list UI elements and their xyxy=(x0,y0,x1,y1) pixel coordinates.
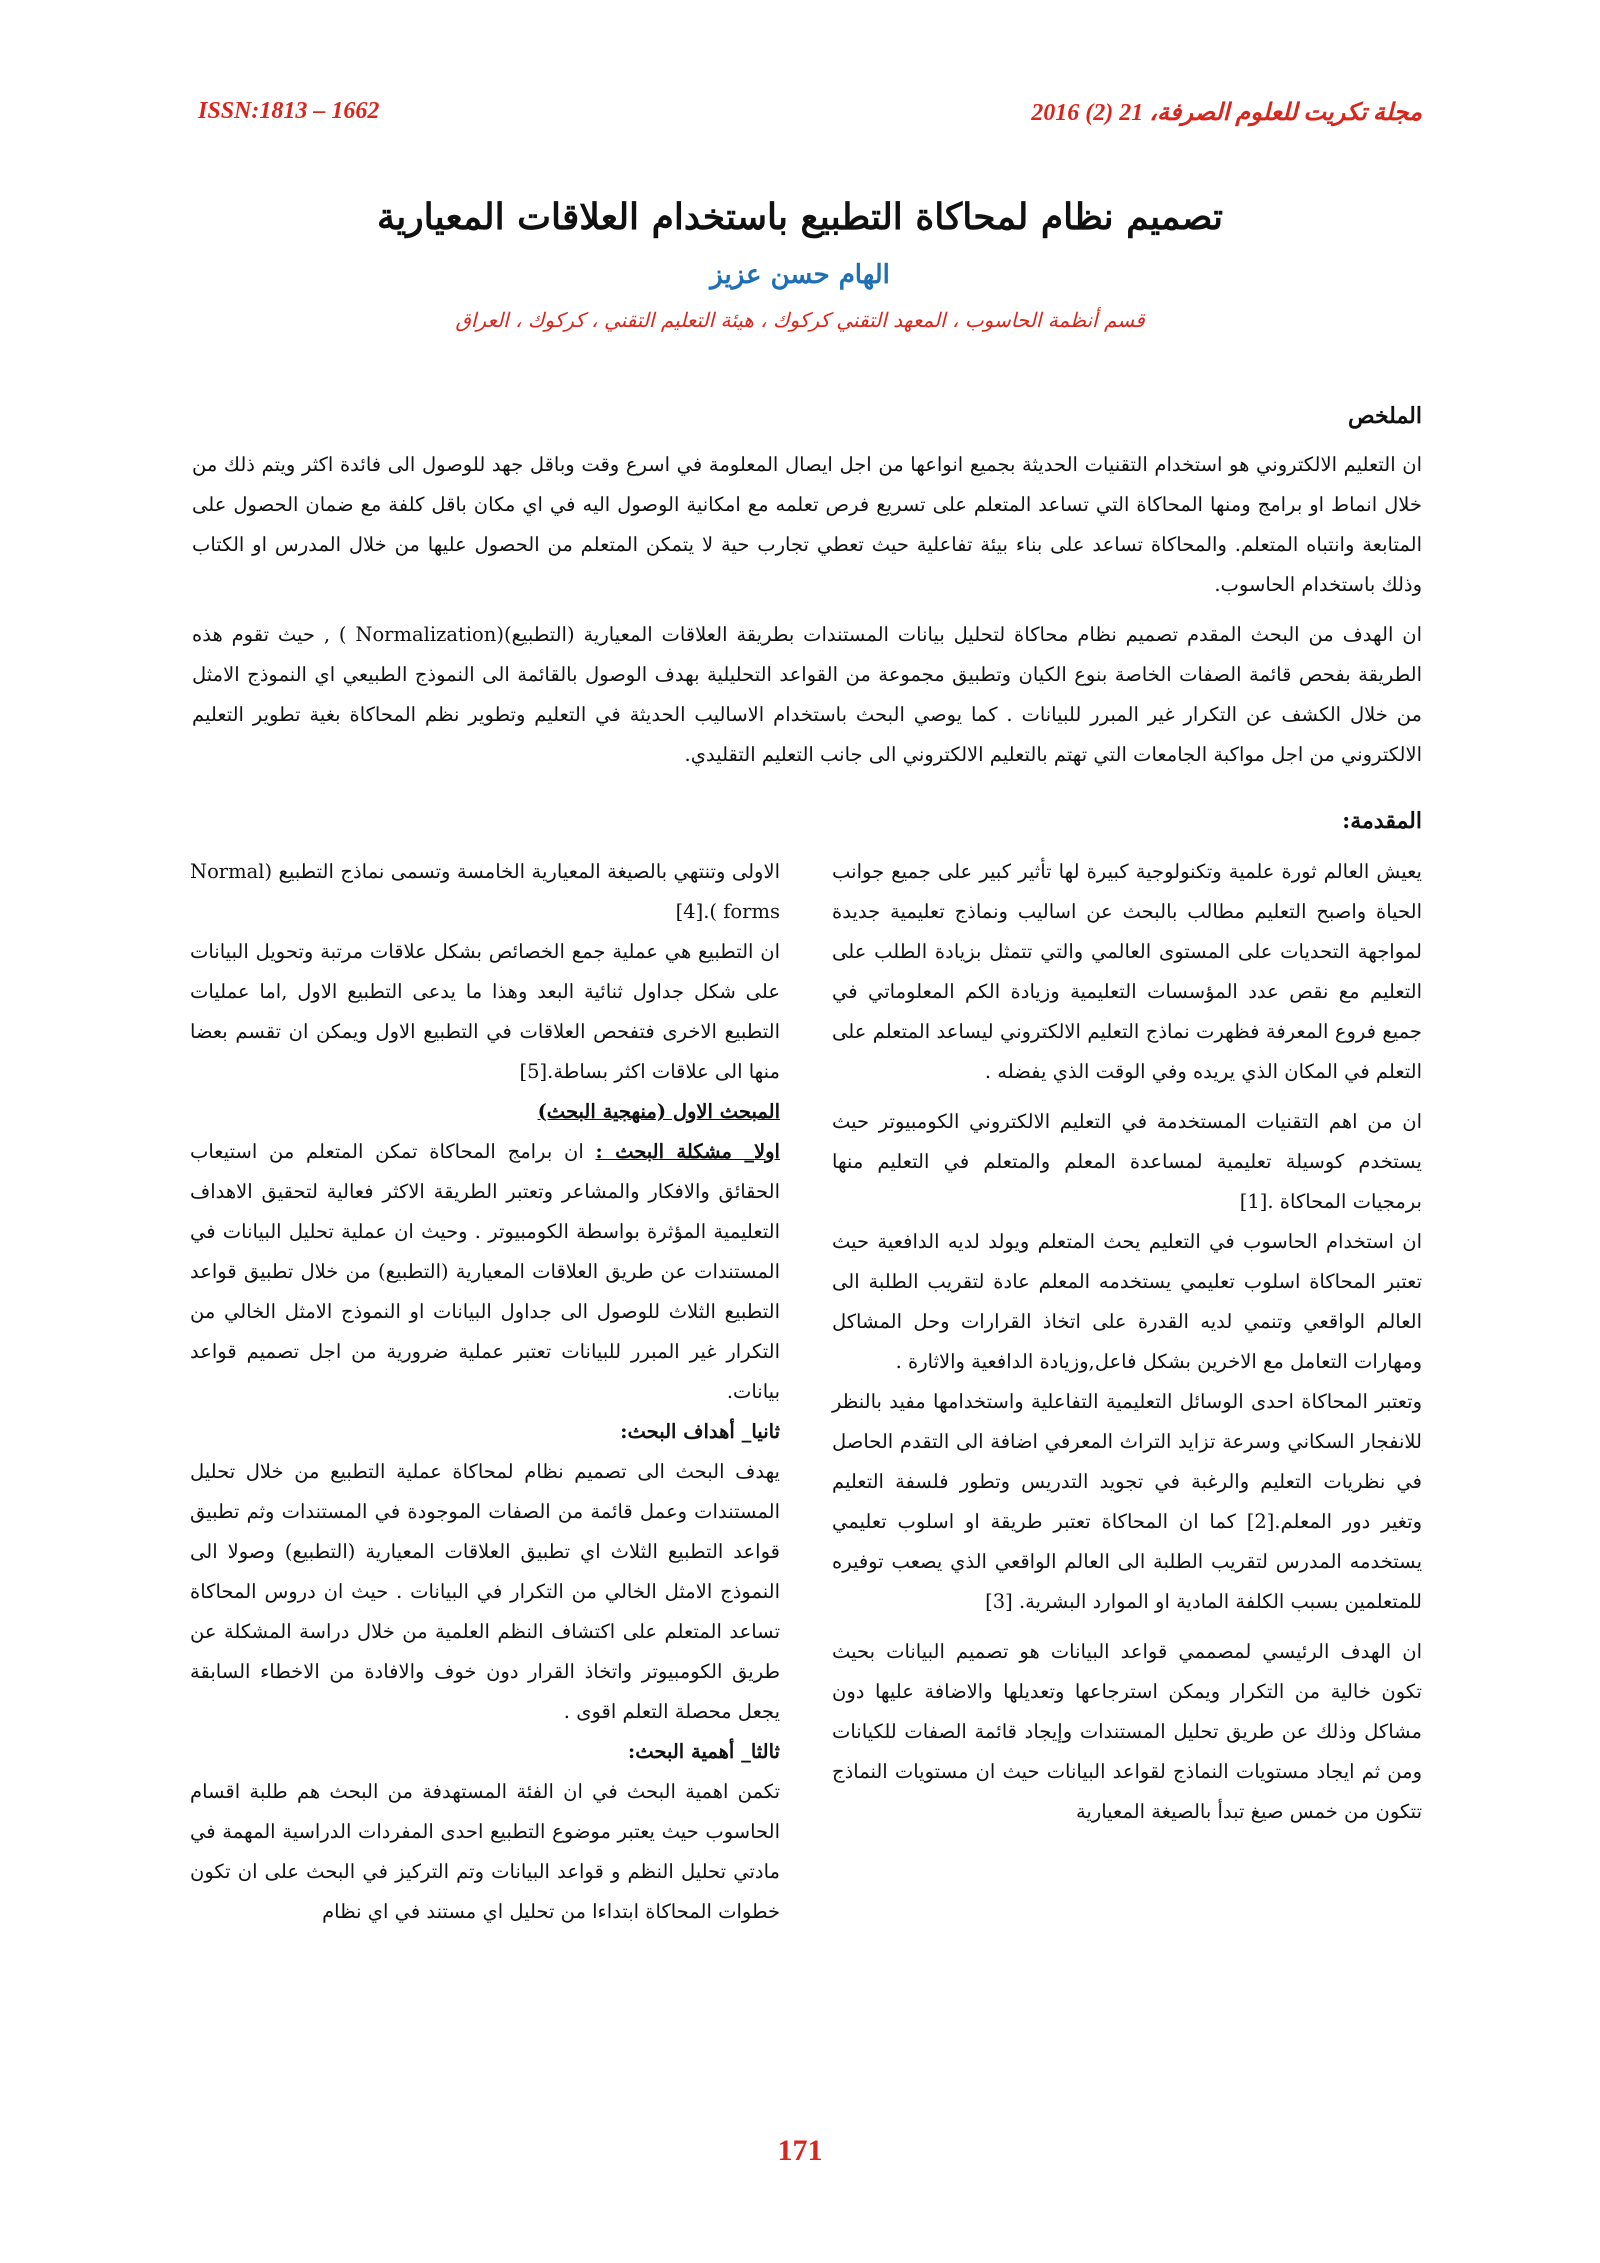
intro-heading: المقدمة: xyxy=(1342,808,1422,834)
abstract-body xyxy=(192,445,1422,775)
body-paragraph: الاولى وتنتهي بالصيغة المعيارية الخامسة وتسمى نماذج التطبيع (Normal forms ).[4] xyxy=(190,860,780,923)
body-paragraph: ان الهدف الرئيسي لمصممي قواعد البيانات هو تصميم البيانات بحيث تكون خالية من التكرار ويمكن استرجاعها وتعديلها والاضافة عليها دون مشاكل وذلك عن طريق تحليل المستندات وإيجاد قائمة الصفات للكيانات ومن ثم ايجاد مستويات النماذج لقواعد البيانات حيث ان مستويات النماذج تتكون من خمس صيغ تبدأ بالصيغة المعيارية xyxy=(832,1640,1422,1823)
goals-text: يهدف البحث الى تصميم نظام لمحاكاة عملية التطبيع من خلال تحليل المستندات وعمل قائمة من الصفات الموجودة في المستندات وثم تطبيق قواعد التطبيع الثلاث اي تطبيق العلاقات المعيارية (التطبيع) وصولا الى النموذج الامثل الخالي من التكرار في البيانات . حيث ان دروس المحاكاة تساعد المتعلم على اكتشاف النظم العلمية من خلال دراسة المشكلة عن طريق الكومبيوتر واتخاذ القرار دون خوف والافادة من الاخطاء السابقة يجعل محصلة التعلم اقوى . xyxy=(190,1460,780,1723)
body-paragraph: ان من اهم التقنيات المستخدمة في التعليم الالكتروني الكومبيوتر حيث يستخدم كوسيلة تعليمية لمساعدة المعلم والمتعلم في التعليم منها برمجيات المحاكاة .[1] xyxy=(832,1110,1422,1213)
paper-title: تصميم نظام لمحاكاة التطبيع باستخدام العلاقات المعيارية xyxy=(376,196,1224,238)
abstract-paragraph: ان الهدف من البحث المقدم تصميم نظام محاكاة لتحليل بيانات المستندات بطريقة العلاقات المعيارية (التطبيع)(Normalization ) , حيث تقوم هذه الطريقة بفحص قائمة الصفات الخاصة بنوع الكيان وتطبيق مجموعة من القواعد التحليلية بهدف الوصول بالقائمة الى النموذج الطبيعي اي النموذج الامثل من خلال الكشف عن التكرار غير المبرر للبيانات . كما يوصي البحث باستخدام الاساليب الحديثة في التعليم وتطوير نظم المحاكاة بغية تطوير التعليم الالكتروني من اجل مواكبة الجامعات التي تهتم بالتعليم الالكتروني الى جانب التعليم التقليدي. xyxy=(192,623,1422,766)
author-name: الهام حسن عزيز xyxy=(710,260,890,290)
abstract-paragraph: ان التعليم الالكتروني هو استخدام التقنيات الحديثة بجميع انواعها من اجل ايصال المعلومة في اسرع وقت وباقل جهد للوصول الى فائدة اكثر ويتم ذلك من خلال انماط او برامج ومنها المحاكاة التي تساعد المتعلم على تسريع فرص تعلمه مع امكانية الوصول اليه في اي مكان باقل كلفة مع ضمان الحصول على المتابعة وانتباه المتعلم. والمحاكاة تساعد على بناء بيئة تفاعلية حيث تعطي تجارب حية لا يتمكن المتعلم من الحصول عليها من خلال المدرس او الكتاب وذلك باستخدام الحاسوب. xyxy=(192,453,1422,596)
issn-header: ISSN:1813 – 1662 xyxy=(198,98,380,124)
problem-paragraph xyxy=(190,1132,780,1412)
body-paragraph: يعيش العالم ثورة علمية وتكنولوجية كبيرة لها تأثير كبير على جميع جوانب الحياة واصبح التعليم مطالب بالبحث عن اساليب ونماذج تعليمية جديدة لمواجهة التحديات على المستوى العالمي والتي تتمثل بزيادة الطلب على التعليم مع نقص عدد المؤسسات التعليمية وزيادة الكم المعلوماتي في جميع فروع المعرفة فظهرت نماذج التعليم الالكتروني ليساعد المتعلم على التعلم في المكان الذي يريده وفي الوقت الذي يفضله . xyxy=(832,860,1422,1083)
abstract-heading: الملخص xyxy=(1348,403,1422,429)
goals-label: ثانيا_ أهداف البحث: xyxy=(620,1420,780,1443)
author-affiliation: قسم أنظمة الحاسوب ، المعهد التقني كركوك ، هيئة التعليم التقني ، كركوك ، العراق xyxy=(455,308,1145,332)
importance-text: تكمن اهمية البحث في ان الفئة المستهدفة من البحث هم طلبة اقسام الحاسوب حيث يعتبر موضوع التطبيع احدى المفردات الدراسية المهمة في مادتي تحليل النظم و قواعد البيانات وتم التركيز في البحث على ان تكون خطوات المحاكاة ابتداءا من تحليل اي مستند في اي نظام xyxy=(190,1780,780,1923)
problem-text: ان برامج المحاكاة تمكن المتعلم من استيعاب الحقائق والافكار والمشاعر وتعتبر الطريقة الاكثر فعالية لتحقيق الاهداف التعليمية المؤثرة بواسطة الكومبيوتر . وحيث ان عملية تحليل البيانات في المستندات عن طريق العلاقات المعيارية (التطبيع) من خلال تطبيق قواعد التطبيع الثلاث للوصول الى جداول البيانات او النموذج الامثل الخالي من التكرار غير المبرر للبيانات تعتبر عملية ضرورية من اجل تصميم قواعد بيانات. xyxy=(190,1140,780,1403)
right-column xyxy=(832,852,1422,1832)
body-paragraph: ان التطبيع هي عملية جمع الخصائص بشكل علاقات مرتبة وتحويل البيانات على شكل جداول ثنائية البعد وهذا ما يدعى التطبيع الاول ,اما عمليات التطبيع الاخرى فتفحص العلاقات في التطبيع الاول ويمكن ان تقسم بعضا منها الى علاقات اكثر بساطة.[5] xyxy=(190,940,780,1083)
body-paragraph: ان استخدام الحاسوب في التعليم يحث المتعلم ويولد لديه الدافعية حيث تعتبر المحاكاة اسلوب تعليمي يستخدمه المعلم عادة لتقريب الطلبة الى العالم الواقعي وتنمي لديه القدرة على اتخاذ القرارات وحل المشاكل ومهارات التعامل مع الاخرين بشكل فاعل,وزيادة الدافعية والاثارة . xyxy=(832,1230,1422,1373)
journal-header: مجلة تكريت للعلوم الصرفة، 21 (2) 2016 xyxy=(1031,100,1422,126)
left-column xyxy=(190,852,780,1932)
chapter-heading: المبحث الاول (منهجية البحث) xyxy=(537,1100,780,1123)
page-number: 171 xyxy=(777,2134,823,2167)
importance-label: ثالثا_ أهمية البحث: xyxy=(628,1740,780,1763)
body-paragraph: وتعتبر المحاكاة احدى الوسائل التعليمية التفاعلية واستخدامها مفيد بالنظر للانفجار السكاني وسرعة تزايد التراث المعرفي اضافة الى التقدم الحاصل في نظريات التعليم والرغبة في تجويد التدريس وتطور فلسفة التعليم وتغير دور المعلم.[2] كما ان المحاكاة تعتبر طريقة او اسلوب تعليمي يستخدمه المدرس لتقريب الطلبة الى العالم الواقعي الذي يصعب توفيره للمتعلمين بسبب الكلفة المادية او الموارد البشرية. [3] xyxy=(832,1390,1422,1613)
problem-label: اولا_ مشكلة البحث : xyxy=(595,1140,780,1163)
